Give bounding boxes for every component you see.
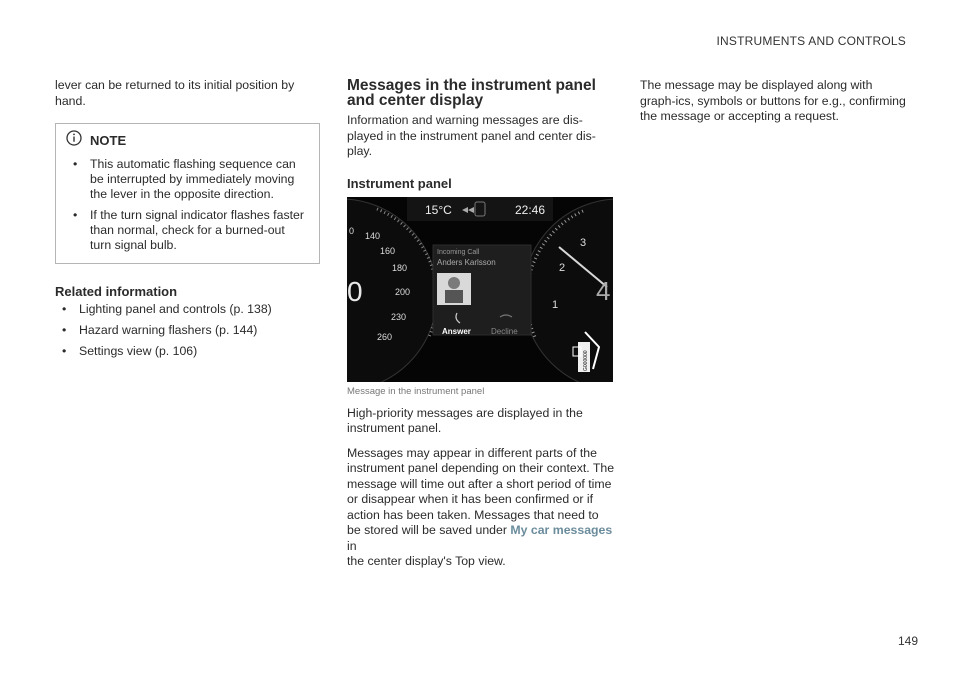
caller-name: Anders Karlsson [437,257,496,267]
note-item: • If the turn signal indicator flashes faster than normal, check for a burned-out turn signal bulb. [66,208,309,253]
related-link[interactable]: • Hazard warning flashers (p. 144) [55,323,320,338]
note-header [66,130,309,151]
answer-button[interactable]: Answer [442,326,471,336]
figure-caption: Message in the instrument panel [347,385,485,397]
section-intro: Information and warning messages are dis-played in the instrument panel and center dis-play. [347,113,596,158]
speed-label: 0 [349,225,355,236]
column-middle [347,78,615,570]
column-left [55,78,320,365]
caller-head [448,277,460,289]
my-car-messages-link[interactable]: My car messages [510,523,613,537]
body-paragraph [347,446,615,570]
incoming-call-label: Incoming Call [437,248,480,256]
speed-label: 160 [380,245,396,256]
subheading-instrument-panel: Instrument panel [347,175,452,191]
speed-value: 0 [347,275,363,307]
speed-label: 260 [377,331,393,342]
body-paragraph: High-priority messages are displayed in the instrument panel. [347,405,583,435]
speed-label: 230 [391,311,407,322]
page-header: INSTRUMENTS AND CONTROLS [716,34,906,48]
note-title: NOTE [90,133,127,148]
note-box [55,123,320,264]
page-number: 149 [897,634,918,648]
image-code: G000000 [583,349,589,371]
note-item: • This automatic flashing sequence can be interrupted by immediately moving the lever in the opposite direction. [66,157,309,202]
related-info-title: Related information [55,284,178,299]
instrument-panel-figure [347,197,613,382]
info-icon [66,130,82,151]
time-readout: 22:46 [515,202,546,217]
intro-text: lever can be returned to its initial position by hand. [55,78,295,108]
rpm-label: 2 [559,261,566,274]
rpm-label: 1 [552,298,559,311]
body-paragraph: The message may be displayed along with graph-ics, symbols or buttons for e.g., confirming the message or accepting a request. [640,78,906,123]
body-text: the center display's Top view. [347,554,506,568]
related-link[interactable]: • Lighting panel and controls (p. 138) [55,302,320,317]
decline-button[interactable]: Decline [491,326,518,336]
section-heading: Messages in the instrument panel and center display [347,77,596,109]
speed-label: 180 [392,262,408,273]
rpm-label: 3 [580,236,587,249]
note-list [66,157,309,253]
speed-label: 140 [365,230,381,241]
speed-label: 200 [395,286,411,297]
temp-readout: 15°C [425,202,452,217]
related-link[interactable]: • Settings view (p. 106) [55,344,320,359]
related-info-list [55,302,320,359]
instrument-panel-illustration [347,197,613,382]
gear-indicator: 4 [596,275,611,306]
body-text: in [347,538,357,553]
body-text: Messages may appear in different parts of the instrument panel depending on their context. The message will time out after a short period of time or disappear when it has been confirmed or if action has been taken. Messages that need to be stored will be saved under [347,445,615,537]
caller-body [445,290,463,303]
column-right [640,78,910,125]
